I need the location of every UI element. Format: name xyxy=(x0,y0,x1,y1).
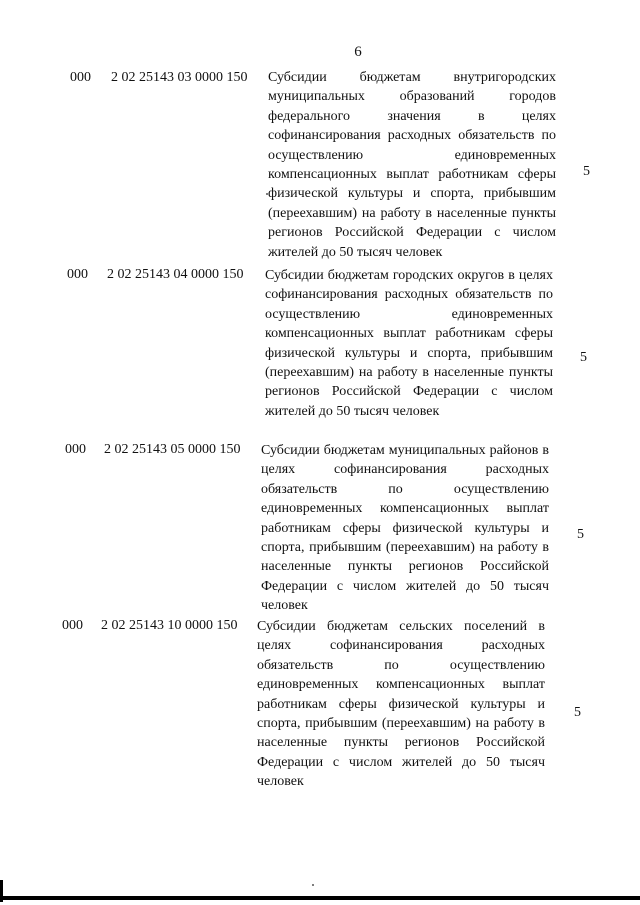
row-description: Субсидии бюджетам городских округов в целях софинансирования расходных обязательств по осуществлению единовременных компенсационных выплат работникам сферы физической культуры и спорта, прибывшим (переехавшим) на работу в населенные пункты регионов Российской Федерации с числом жителей до 50 тысяч человек xyxy=(265,268,553,419)
budget-classification-code: 2 02 25143 04 0000 150 xyxy=(107,267,244,282)
row-description: Субсидии бюджетам внутригородских муниципальных образований городов федерального значения в целях софинансирования расходных обязательств по осуществлению единовременных компенсационных выплат работникам сферы физической культуры и спорта, прибывшим (переехавшим) на работу в населенные пункты регионов Российской Федерации с числом жителей до 50 тысяч человек xyxy=(268,70,556,260)
row-description: Субсидии бюджетам муниципальных районов в целях софинансирования расходных обязательств по осуществлению единовременных компенсационных выплат работникам сферы физической культуры и спорта, прибывшим (переехавшим) на работу в населенные пункты регионов Российской Федерации с числом жителей до 50 тысяч человек xyxy=(261,443,549,614)
admin-code: 000 xyxy=(62,618,83,633)
budget-classification-code: 2 02 25143 03 0000 150 xyxy=(111,70,248,85)
scan-speck xyxy=(266,193,268,195)
row-amount: 5 xyxy=(574,705,581,720)
scan-bottom-edge xyxy=(0,896,640,900)
admin-code: 000 xyxy=(67,267,88,282)
admin-code: 000 xyxy=(70,70,91,85)
row-description: Субсидии бюджетам сельских поселений в целях софинансирования расходных обязательств по осуществлению единовременных компенсационных выплат работникам сферы физической культуры и спорта, прибывшим (переехавшим) на работу в населенные пункты регионов Российской Федерации с числом жителей до 50 тысяч человек xyxy=(257,619,545,790)
row-amount: 5 xyxy=(580,350,587,365)
budget-classification-code: 2 02 25143 05 0000 150 xyxy=(104,442,241,457)
admin-code: 000 xyxy=(65,442,86,457)
budget-classification-code: 2 02 25143 10 0000 150 xyxy=(101,618,238,633)
scan-speck xyxy=(312,884,314,886)
page-number: 6 xyxy=(354,44,362,60)
row-amount: 5 xyxy=(583,164,590,179)
row-amount: 5 xyxy=(577,527,584,542)
